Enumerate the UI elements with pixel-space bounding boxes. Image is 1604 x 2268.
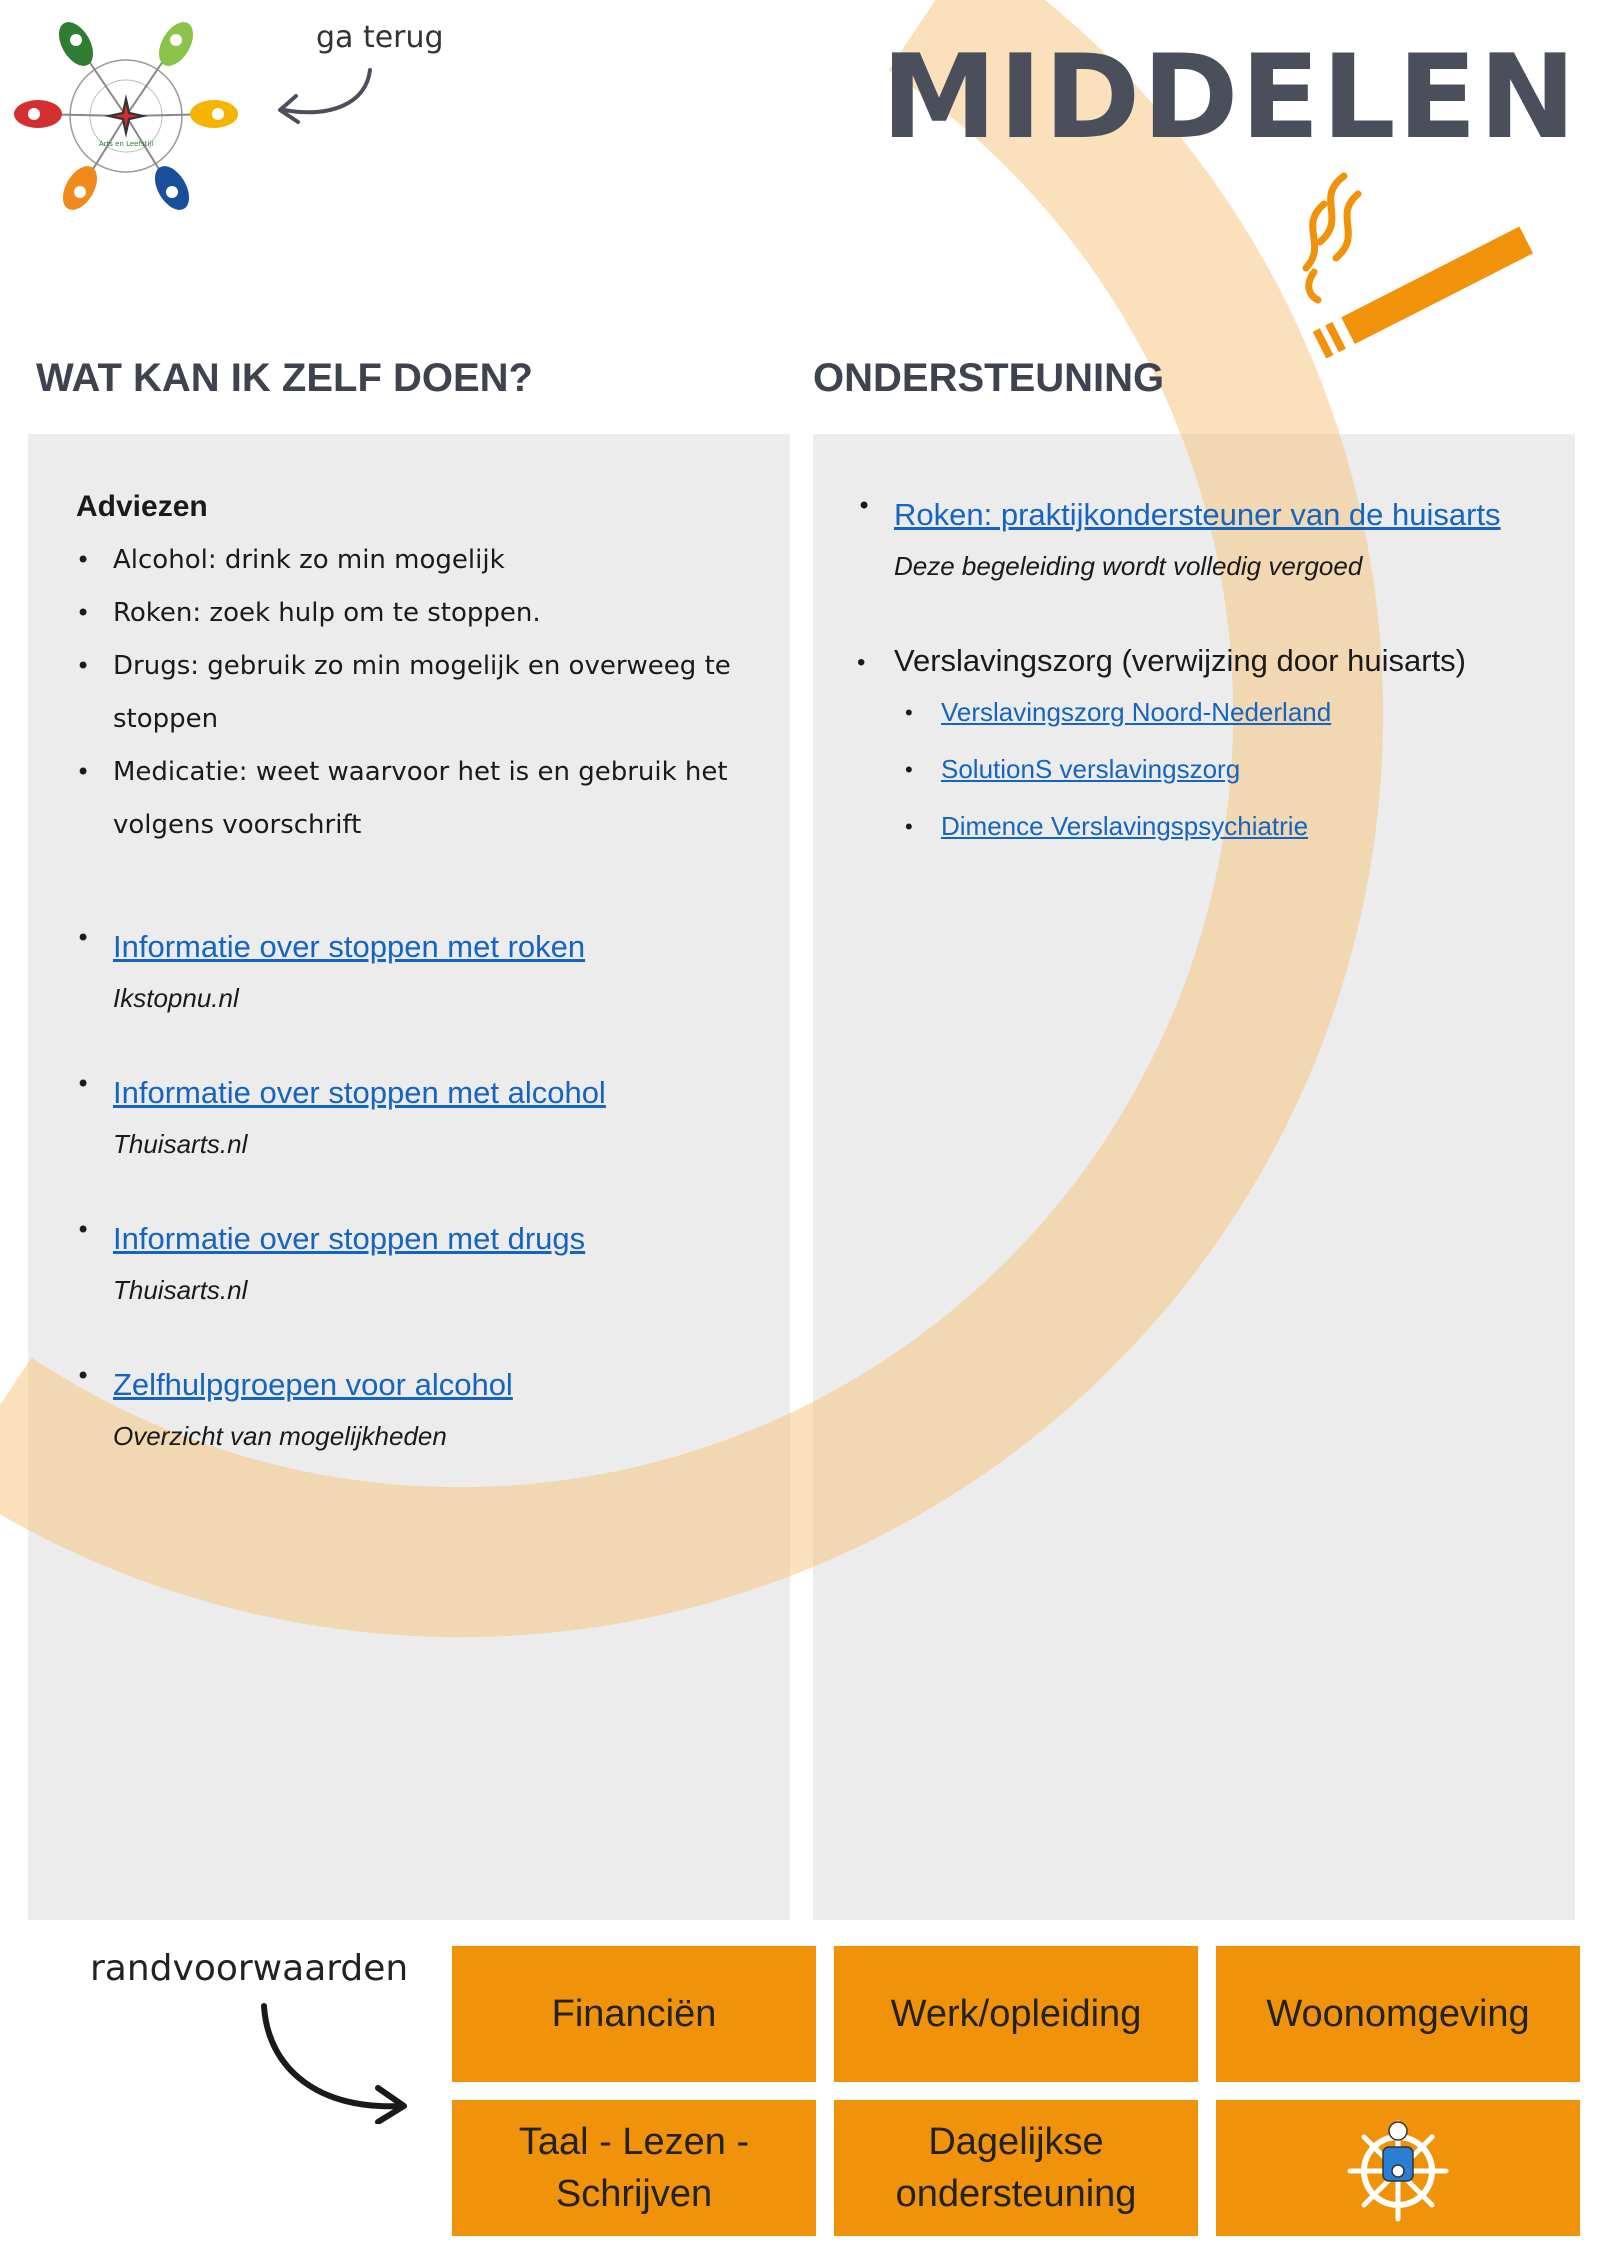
tile-daily-support[interactable]: Dagelijkse ondersteuning [834,2100,1198,2236]
link-solutions[interactable]: SolutionS verslavingszorg [941,754,1241,784]
link-quit-alcohol[interactable]: Informatie over stoppen met alcohol [113,1075,606,1110]
link-item [76,1068,750,1166]
advice-item: • Medicatie: weet waarvoor het is en gebruik het volgens voorschrift [76,746,750,852]
link-caption: Thuisarts.nl [113,1129,248,1159]
advice-item: • Roken: zoek hulp om te stoppen. [76,587,750,640]
sublink-item [857,800,1535,857]
curved-arrow-icon [270,64,382,134]
advice-title: Adviezen [76,490,208,523]
self-help-content [28,434,790,1458]
sublink-item [857,743,1535,800]
link-caption: Ikstopnu.nl [113,983,239,1013]
link-item [76,922,750,1020]
link-item [76,1214,750,1312]
tile-language-literacy[interactable]: Taal - Lezen - Schrijven [452,2100,816,2236]
link-caption: Deze begeleiding wordt volledig vergoed [894,551,1363,581]
back-link[interactable]: ga terug [316,20,444,55]
tile-work-education[interactable]: Werk/opleiding [834,1946,1198,2082]
link-dimence[interactable]: Dimence Verslavingspsychiatrie [941,811,1309,841]
advice-list [76,534,750,852]
curved-arrow-icon [250,2000,420,2124]
link-caption: Overzicht van mogelijkheden [113,1421,447,1451]
link-caption: Thuisarts.nl [113,1275,248,1305]
heading-support: ONDERSTEUNING [813,356,1165,400]
link-self-help-groups[interactable]: Zelfhulpgroepen voor alcohol [113,1367,513,1402]
link-quit-drugs[interactable]: Informatie over stoppen met drugs [113,1221,586,1256]
preconditions-label: randvoorwaarden [90,1948,409,1989]
cigarette-icon [1284,168,1544,358]
link-quit-smoking[interactable]: Informatie over stoppen met roken [113,929,586,964]
page-title: MIDDELEN [881,30,1578,165]
addiction-care-title: • Verslavingszorg (verwijzing door huisarts) [857,636,1535,686]
link-practice-nurse[interactable]: Roken: praktijkondersteuner van de huisarts [894,497,1501,532]
link-item [857,490,1535,588]
life-domains-wheel-icon[interactable] [14,14,238,214]
ships-wheel-person-icon [1343,2113,1453,2223]
sublink-item [857,686,1535,743]
advice-item: • Drugs: gebruik zo min mogelijk en overweeg te stoppen [76,640,750,746]
advice-item: • Alcohol: drink zo min mogelijk [76,534,750,587]
link-vnn[interactable]: Verslavingszorg Noord-Nederland [941,697,1332,727]
heading-self-help: WAT KAN IK ZELF DOEN? [36,356,533,400]
tile-finances[interactable]: Financiën [452,1946,816,2082]
link-item [76,1360,750,1458]
tile-helm[interactable] [1216,2100,1580,2236]
support-content [813,434,1575,857]
tile-living-environment[interactable]: Woonomgeving [1216,1946,1580,2082]
logo-center-text: Arts en Leefstijl [98,140,154,148]
